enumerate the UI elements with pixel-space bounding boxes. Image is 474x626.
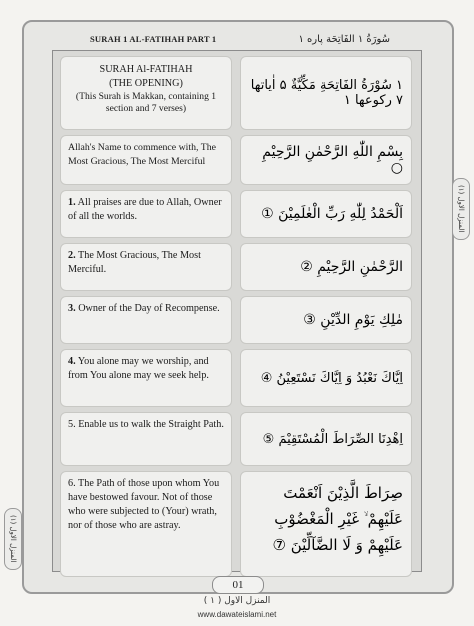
left-side-label: المنزل الاول (۱)	[4, 508, 22, 570]
surah-subtitle: (THE OPENING)	[109, 78, 183, 89]
surah-description: (This Surah is Makkan, containing 1 section and 7 verses)	[75, 91, 217, 114]
verse-4-arabic: اِيَّاكَ نَعْبُدُ وَ اِيَّاكَ نَسْتَعِيْنُ ④	[240, 349, 412, 407]
table-row	[60, 135, 412, 185]
surah-arabic-header: ۱ سُوْرَةُ الفَاتِحَةِ مَكِّيَّةٌ ۵ اٰياتها ۷ رکوعها ۱	[240, 56, 412, 130]
page-header	[90, 30, 390, 48]
verse-3-translation	[60, 296, 232, 344]
header-arabic-title: سُورَةُ ۱ الفَاتِحَة پاره ۱	[298, 33, 390, 45]
verse-3-arabic: مٰلِكِ يَوْمِ الدِّيْنِ ③	[240, 296, 412, 344]
verse-text: Enable us to walk the Straight Path.	[78, 419, 224, 430]
table-row	[60, 296, 412, 344]
surah-title-cell	[60, 56, 232, 130]
verse-text: You alone may we worship, and from You alone may we seek help.	[68, 356, 209, 381]
verse-1-arabic: اَلْحَمْدُ لِلّٰهِ رَبِّ الْعٰلَمِيْنَ ①	[240, 190, 412, 238]
verse-text: Owner of the Day of Recompense.	[78, 303, 220, 314]
verse-5-arabic: اِهْدِنَا الصِّرَاطَ الْمُسْتَقِيْمَ ⑤	[240, 412, 412, 466]
right-side-label: المنزل الاول (۱)	[452, 178, 470, 240]
verse-2-arabic: الرَّحْمٰنِ الرَّحِيْمِ ②	[240, 243, 412, 291]
verse-1-translation	[60, 190, 232, 238]
verse-number: 4.	[68, 356, 76, 367]
verse-number: 1.	[68, 197, 76, 208]
footer-website-link[interactable]: www.dawateislami.net	[197, 610, 277, 619]
verse-text: The Most Gracious, The Most Merciful.	[68, 250, 201, 275]
verse-6-translation	[60, 471, 232, 577]
verse-6-arabic: صِرَاطَ الَّذِيْنَ اَنْعَمْتَ عَلَيْهِمْ ۙ غَيْرِ الْمَغْضُوْبِ عَلَيْهِمْ وَ لَا الضَّآلِّيْنَ ⑦	[240, 471, 412, 577]
table-row	[60, 412, 412, 466]
table-row	[60, 56, 412, 130]
page-number: 01	[212, 576, 264, 594]
verse-number: 5.	[68, 419, 76, 430]
bismillah-arabic: بِسْمِ اللّٰهِ الرَّحْمٰنِ الرَّحِيْمِ ○	[240, 135, 412, 185]
verse-text: All praises are due to Allah, Owner of all the worlds.	[68, 197, 222, 222]
verse-text: The Path of those upon whom You have bestowed favour. Not of those who were subjected to (Your) wrath, nor of those who are astray.	[68, 478, 220, 531]
footer-manzil-label: المنزل الاول ( ۱ )	[203, 596, 271, 606]
table-row	[60, 190, 412, 238]
verse-table	[60, 56, 412, 582]
verse-5-translation	[60, 412, 232, 466]
verse-number: 3.	[68, 303, 76, 314]
surah-title: SURAH Al-FATIHAH	[99, 64, 193, 75]
verse-number: 2.	[68, 250, 76, 261]
verse-2-translation	[60, 243, 232, 291]
verse-number: 6.	[68, 478, 76, 489]
table-row	[60, 349, 412, 407]
bismillah-translation: Allah's Name to commence with, The Most Gracious, The Most Merciful	[60, 135, 232, 185]
header-english-title: SURAH 1 AL-FATIHAH PART 1	[90, 34, 217, 44]
verse-4-translation	[60, 349, 232, 407]
table-row	[60, 471, 412, 577]
table-row	[60, 243, 412, 291]
